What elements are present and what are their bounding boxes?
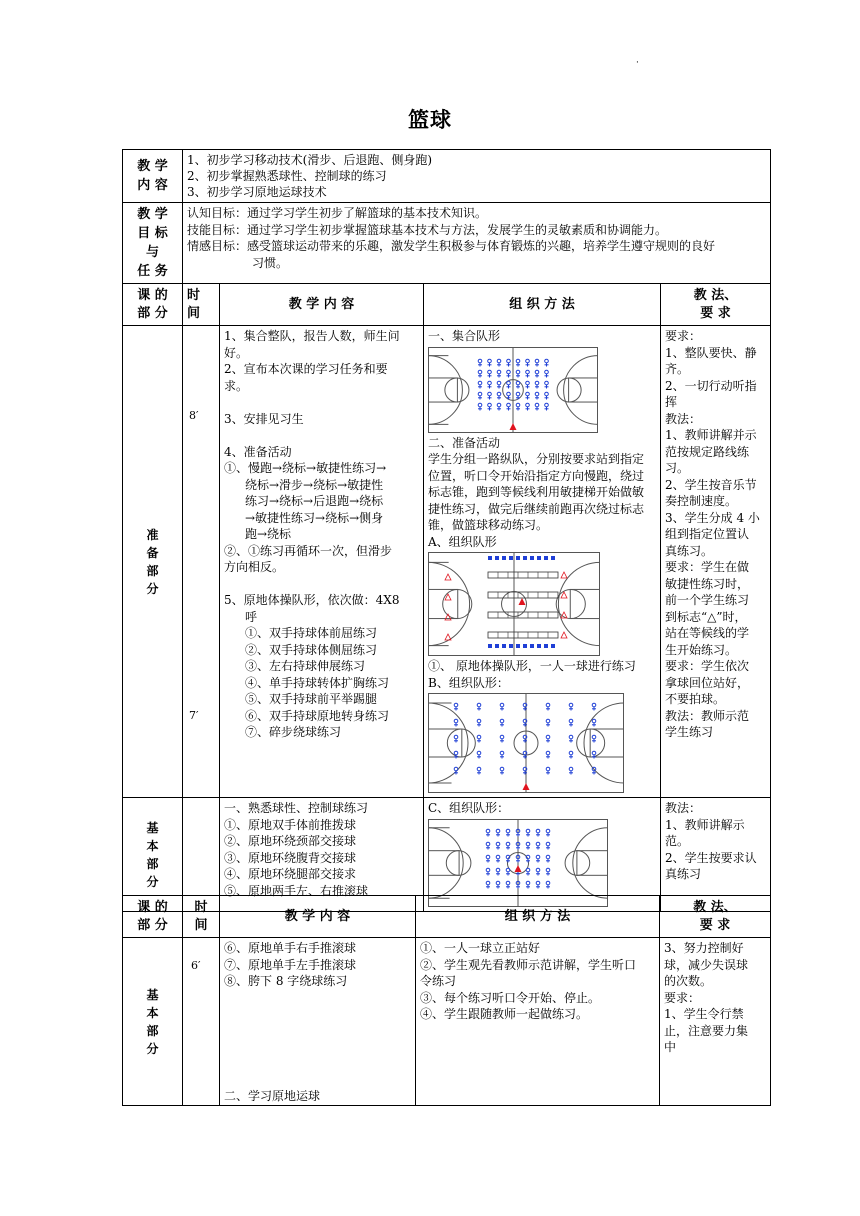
student-marker xyxy=(488,392,492,396)
student-marker xyxy=(486,829,490,833)
student-square xyxy=(516,644,520,648)
prep-time-2: 7′ xyxy=(189,709,199,722)
header-method-2: 教 法、 要 求 xyxy=(660,896,771,938)
student-marker xyxy=(506,881,510,885)
header-time: 时 间 xyxy=(183,284,220,326)
student-marker xyxy=(506,868,510,872)
student-marker xyxy=(535,381,539,385)
student-marker xyxy=(546,751,550,755)
basic-method-1: 教法： 1、教师讲解示 范。 2、学生按要求认 真练习 xyxy=(661,798,771,912)
teacher-marker xyxy=(519,598,526,605)
student-marker xyxy=(526,370,530,374)
student-square xyxy=(516,556,520,560)
header-content: 教 学 内 容 xyxy=(220,284,424,326)
student-marker xyxy=(486,855,490,859)
student-marker xyxy=(497,403,501,407)
student-square xyxy=(523,556,527,560)
content-label: 教 学 内 容 xyxy=(123,150,183,203)
student-marker xyxy=(516,381,520,385)
goals-label: 教 学 目 标 与 任 务 xyxy=(123,203,183,284)
student-marker xyxy=(569,703,573,707)
header-time-2: 时 间 xyxy=(183,896,220,938)
student-marker xyxy=(500,719,504,723)
student-marker xyxy=(496,868,500,872)
student-marker xyxy=(454,703,458,707)
basic-label-1: 基 本 部 分 xyxy=(123,798,183,912)
student-marker xyxy=(526,392,530,396)
student-square xyxy=(502,556,506,560)
page-title: 篮球 xyxy=(408,108,452,132)
student-marker xyxy=(516,370,520,374)
student-marker xyxy=(592,703,596,707)
student-marker xyxy=(516,392,520,396)
student-square xyxy=(509,556,513,560)
student-marker xyxy=(545,403,549,407)
student-marker xyxy=(535,392,539,396)
student-marker xyxy=(478,392,482,396)
student-marker xyxy=(507,359,511,363)
student-square xyxy=(551,644,555,648)
header-org-2: 组 织 方 法 xyxy=(416,896,660,938)
header-mark: · xyxy=(636,58,639,68)
student-marker xyxy=(486,842,490,846)
prep-method: 要求： 1、整队要快、静 齐。 2、一切行动听指 挥 教法： 1、教师讲解并示 范按规定路线练 习。 2、学生按音乐节 奏控制速度。 3、学生分成 4 小 组到指定位置认 真练习。 要求：学生在做 敏捷性练习时， 前一个学生练习 到标志“△”时， 站在等候线的学 生开始练习。 要求：学生依次 拿球回位站好， 不要拍球。 教法：教师示范 学生练习 xyxy=(661,326,771,798)
student-marker xyxy=(592,735,596,739)
student-marker xyxy=(497,381,501,385)
prep-content: 1、集合整队，报告人数，师生问 好。 2、宣布本次课的学习任务和要 求。 3、安排见习生 4、准备活动 ①、慢跑→绕标→敏捷性练习→ 绕标→滑步→绕标→敏捷性 练习→绕标→后退跑→绕标 →敏捷性练习→绕标→侧身 跑→绕标 ②、①练习再循环一次，但滑步 方向相反。 5、原地体操队形，依次做：4X8 呼 ①、双手持球体前屈练习 ②、双手持球体侧屈练习 ③、左右持球伸展练习 ④、单手持球转体扩胸练习 ⑤、双手持球前平举踢腿 ⑥、双手持球原地转身练习 ⑦、碎步绕球练习 xyxy=(220,326,424,798)
student-marker xyxy=(478,403,482,407)
student-marker xyxy=(536,842,540,846)
exercise-formation-diagram xyxy=(428,693,624,793)
student-marker xyxy=(496,829,500,833)
student-marker xyxy=(526,403,530,407)
student-marker xyxy=(507,392,511,396)
student-marker xyxy=(526,381,530,385)
teacher-marker xyxy=(510,423,517,430)
lesson-plan-table xyxy=(122,149,771,912)
assembly-formation-diagram xyxy=(428,347,598,433)
student-square xyxy=(530,644,534,648)
cone-marker xyxy=(561,632,567,638)
student-marker xyxy=(454,767,458,771)
student-marker xyxy=(535,359,539,363)
student-marker xyxy=(536,829,540,833)
basic-content-2: ⑥、原地单手右手推滚球 ⑦、原地单手左手推滚球 ⑧、胯下 8 字绕球练习 二、学习原地运球 xyxy=(220,938,416,1106)
student-square xyxy=(523,644,527,648)
student-square xyxy=(495,556,499,560)
column-header-row-2 xyxy=(123,896,771,938)
student-square xyxy=(551,556,555,560)
student-marker xyxy=(477,703,481,707)
student-marker xyxy=(454,735,458,739)
student-marker xyxy=(569,735,573,739)
student-marker xyxy=(454,719,458,723)
right-key xyxy=(577,850,608,875)
student-marker xyxy=(516,359,520,363)
student-marker xyxy=(507,381,511,385)
student-marker xyxy=(546,829,550,833)
basic-time-2: 6′ xyxy=(183,938,220,1106)
student-marker xyxy=(569,751,573,755)
student-marker xyxy=(592,751,596,755)
prep-time xyxy=(183,326,220,798)
header-org: 组 织 方 法 xyxy=(424,284,661,326)
student-marker xyxy=(500,703,504,707)
student-marker xyxy=(497,370,501,374)
student-marker xyxy=(496,855,500,859)
student-marker xyxy=(536,881,540,885)
student-marker xyxy=(546,842,550,846)
prep-org: 一、集合队形 二、准备活动 学生分组一路纵队，分别按要求站到指定 位置，听口令开始沿指定方向慢跑，绕过 标志锥，跑到等候线利用敏捷梯开始做敏 捷性练习，做完后继续前跑再次绕过标志 锥，做篮球移动练习。 A、组织队形 ①、 原地体操队形，一人一球进行练习 B、组织队形： xyxy=(424,326,661,798)
student-marker xyxy=(526,829,530,833)
student-square xyxy=(544,556,548,560)
student-marker xyxy=(477,767,481,771)
student-marker xyxy=(592,719,596,723)
lesson-plan-table-2 xyxy=(122,895,771,1106)
student-marker xyxy=(478,381,482,385)
student-square xyxy=(502,644,506,648)
student-marker xyxy=(569,719,573,723)
left-ft-circle xyxy=(446,850,471,875)
student-marker xyxy=(546,868,550,872)
student-marker xyxy=(488,370,492,374)
student-marker xyxy=(546,855,550,859)
student-marker xyxy=(546,767,550,771)
student-marker xyxy=(546,881,550,885)
right-key xyxy=(569,377,598,401)
student-marker xyxy=(546,703,550,707)
basic-label-2: 基 本 部 分 xyxy=(123,938,183,1106)
student-marker xyxy=(507,403,511,407)
agility-ladder xyxy=(488,572,558,578)
student-marker xyxy=(488,381,492,385)
header-part: 课 的 部 分 xyxy=(123,284,183,326)
student-marker xyxy=(506,829,510,833)
student-marker xyxy=(477,735,481,739)
student-marker xyxy=(500,767,504,771)
left-ft-circle xyxy=(445,377,469,401)
student-marker xyxy=(546,735,550,739)
student-marker xyxy=(535,403,539,407)
student-marker xyxy=(535,370,539,374)
cone-marker xyxy=(561,572,567,578)
basic-method-2: 3、努力控制好 球，减少失误球 的次数。 要求： 1、学生令行禁 止，注意要力集 中 xyxy=(660,938,771,1106)
student-marker xyxy=(496,842,500,846)
student-square xyxy=(509,644,513,648)
student-marker xyxy=(496,881,500,885)
student-square xyxy=(537,556,541,560)
student-marker xyxy=(454,751,458,755)
cone-marker xyxy=(445,574,451,580)
student-marker xyxy=(506,842,510,846)
left-key xyxy=(429,377,458,401)
student-marker xyxy=(478,370,482,374)
student-marker xyxy=(500,735,504,739)
student-marker xyxy=(526,842,530,846)
left-three-point-arc xyxy=(428,827,463,897)
student-marker xyxy=(536,855,540,859)
student-square xyxy=(537,644,541,648)
warmup-formation-diagram xyxy=(428,552,600,656)
student-square xyxy=(544,644,548,648)
student-square xyxy=(488,644,492,648)
left-key xyxy=(429,850,460,875)
column-header-row xyxy=(123,284,771,326)
student-square xyxy=(495,644,499,648)
student-marker xyxy=(569,767,573,771)
header-content-2: 教 学 内 容 xyxy=(220,896,416,938)
prep-time-1: 8′ xyxy=(189,409,199,422)
prep-label: 准 备 部 分 xyxy=(123,326,183,798)
agility-ladder xyxy=(488,632,558,638)
student-marker xyxy=(486,881,490,885)
student-marker xyxy=(536,868,540,872)
student-marker xyxy=(497,359,501,363)
student-marker xyxy=(526,868,530,872)
student-marker xyxy=(516,403,520,407)
student-marker xyxy=(507,370,511,374)
left-key xyxy=(429,729,462,757)
student-square xyxy=(488,556,492,560)
right-ft-circle xyxy=(556,589,585,618)
student-marker xyxy=(488,403,492,407)
student-marker xyxy=(488,359,492,363)
right-three-point-arc xyxy=(573,827,608,897)
student-marker xyxy=(526,881,530,885)
student-marker xyxy=(486,868,490,872)
right-key xyxy=(590,729,623,757)
teaching-content: 1、初步学习移动技术(滑步、后退跑、侧身跑) 2、初步掌握熟悉球性、控制球的练习 3、初步学习原地运球技术 xyxy=(183,150,771,203)
student-marker xyxy=(478,359,482,363)
student-marker xyxy=(545,381,549,385)
student-marker xyxy=(477,751,481,755)
student-marker xyxy=(545,370,549,374)
basic-content-1: 一、熟悉球性、控制球练习 ①、原地双手体前推拨球 ②、原地环绕颈部交接球 ③、原地环绕腹背交接球 ④、原地环绕腿部交接求 ⑤、原地两手左、右推滚球 xyxy=(220,798,424,912)
student-marker xyxy=(497,392,501,396)
header-part-2: 课 的 部 分 xyxy=(123,896,183,938)
student-marker xyxy=(500,751,504,755)
basic-org-2: ①、一人一球立正站好 ②、学生观先看教师示范讲解，学生听口 令练习 ③、每个练习听口令开始、停止。 ④、学生跟随教师一起做练习。 xyxy=(416,938,660,1106)
basic-org-1: C、组织队形： xyxy=(424,798,661,912)
teaching-goals: 认知目标：通过学习学生初步了解篮球的基本技术知识。 技能目标：通过学习学生初步掌握篮球基本技术与方法，发展学生的灵敏素质和协调能力。 情感目标：感受篮球运动带来的乐趣，激发学生积极参与体育锻炼的兴趣，培养学生遵守规则的良好 习惯。 xyxy=(183,203,771,284)
student-marker xyxy=(545,392,549,396)
header-method: 教 法、 要 求 xyxy=(661,284,771,326)
ball-control-formation-diagram xyxy=(428,819,608,907)
student-marker xyxy=(545,359,549,363)
teacher-marker xyxy=(515,865,522,872)
student-marker xyxy=(526,359,530,363)
student-square xyxy=(530,556,534,560)
student-marker xyxy=(477,719,481,723)
left-ft-circle xyxy=(443,589,472,618)
student-marker xyxy=(546,719,550,723)
teacher-marker xyxy=(523,783,530,790)
